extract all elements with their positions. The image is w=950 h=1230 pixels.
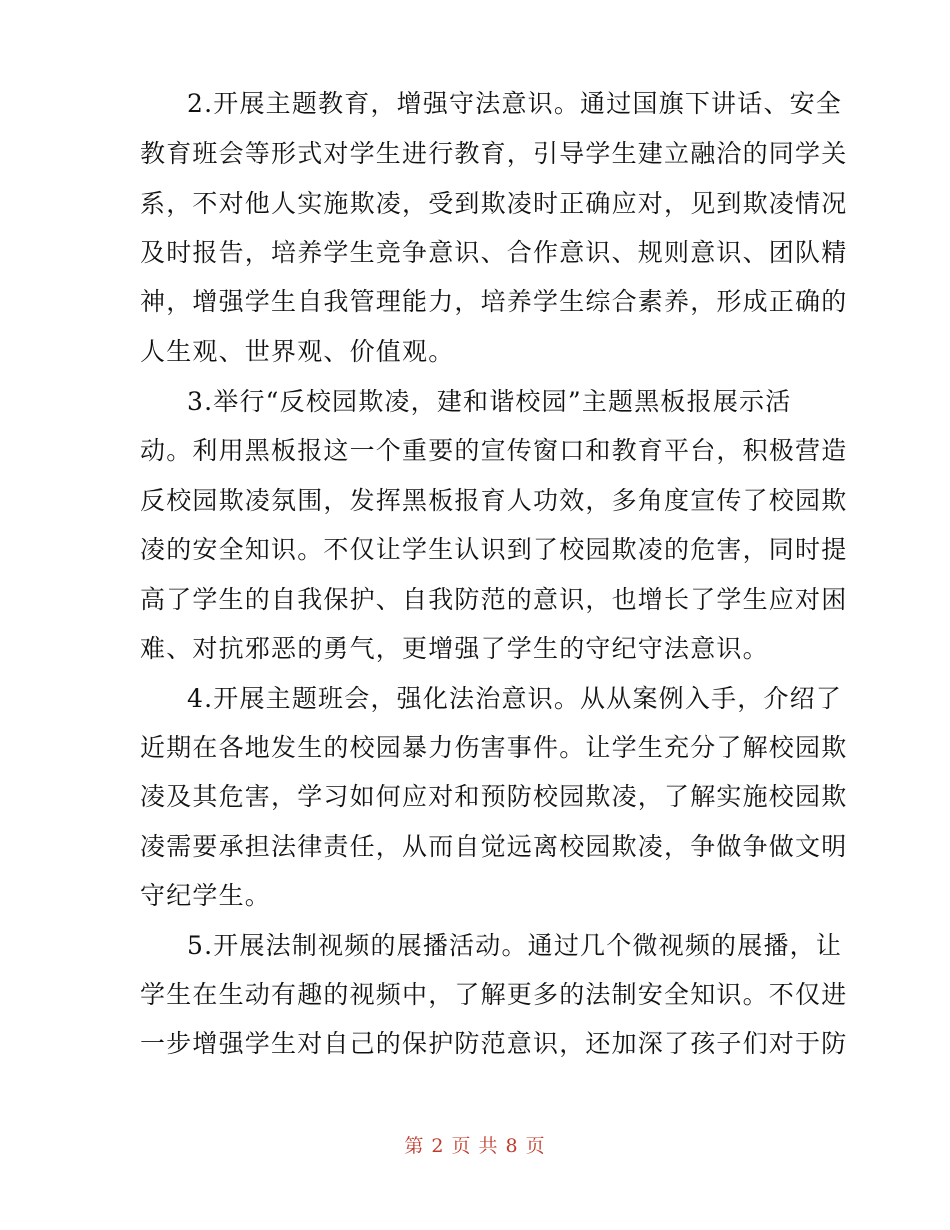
paragraph-5-line-2: 学生在生动有趣的视频中，了解更多的法制安全知识。不仅进: [140, 980, 848, 1009]
paragraph-4-line-1: 4.开展主题班会，强化法治意识。从从案例入手，介绍了: [187, 684, 843, 713]
paragraph-2-line-6: 人生观、世界观、价值观。: [140, 337, 455, 366]
paragraph-2-line-4: 及时报告，培养学生竞争意识、合作意识、规则意识、团队精: [140, 238, 848, 267]
paragraph-3-line-4: 凌的安全知识。不仅让学生认识到了校园欺凌的危害，同时提: [140, 535, 848, 564]
paragraph-3-line-6: 难、对抗邪恶的勇气，更增强了学生的守纪守法意识。: [140, 634, 769, 663]
paragraph-2-line-1: 2.开展主题教育，增强守法意识。通过国旗下讲话、安全: [187, 89, 843, 118]
paragraph-4-line-4: 凌需要承担法律责任，从而自觉远离校园欺凌，争做争做文明: [140, 832, 848, 861]
paragraph-4-line-2: 近期在各地发生的校园暴力伤害事件。让学生充分了解校园欺: [140, 733, 848, 762]
page-footer: 第 2 页 共 8 页: [404, 1135, 546, 1157]
paragraph-3-line-2: 动。利用黑板报这一个重要的宣传窗口和教育平台，积极营造: [140, 436, 848, 465]
paragraph-4-line-3: 凌及其危害，学习如何应对和预防校园欺凌，了解实施校园欺: [140, 782, 848, 811]
paragraph-4-line-5: 守纪学生。: [140, 881, 272, 910]
paragraph-3-line-1: 3.举行“反校园欺凌，建和谐校园”主题黑板报展示活: [187, 387, 792, 416]
paragraph-2-line-5: 神，增强学生自我管理能力，培养学生综合素养，形成正确的: [140, 287, 848, 316]
paragraph-5-line-3: 一步增强学生对自己的保护防范意识，还加深了孩子们对于防: [140, 1029, 848, 1058]
paragraph-3-line-5: 高了学生的自我保护、自我防范的意识，也增长了学生应对困: [140, 585, 848, 614]
paragraph-2-line-3: 系，不对他人实施欺凌，受到欺凌时正确应对，见到欺凌情况: [140, 189, 848, 218]
paragraph-3-line-3: 反校园欺凌氛围，发挥黑板报育人功效，多角度宣传了校园欺: [140, 486, 848, 515]
paragraph-2-line-2: 教育班会等形式对学生进行教育，引导学生建立融洽的同学关: [140, 139, 848, 168]
paragraph-5-line-1: 5.开展法制视频的展播活动。通过几个微视频的展播，让: [187, 931, 843, 960]
